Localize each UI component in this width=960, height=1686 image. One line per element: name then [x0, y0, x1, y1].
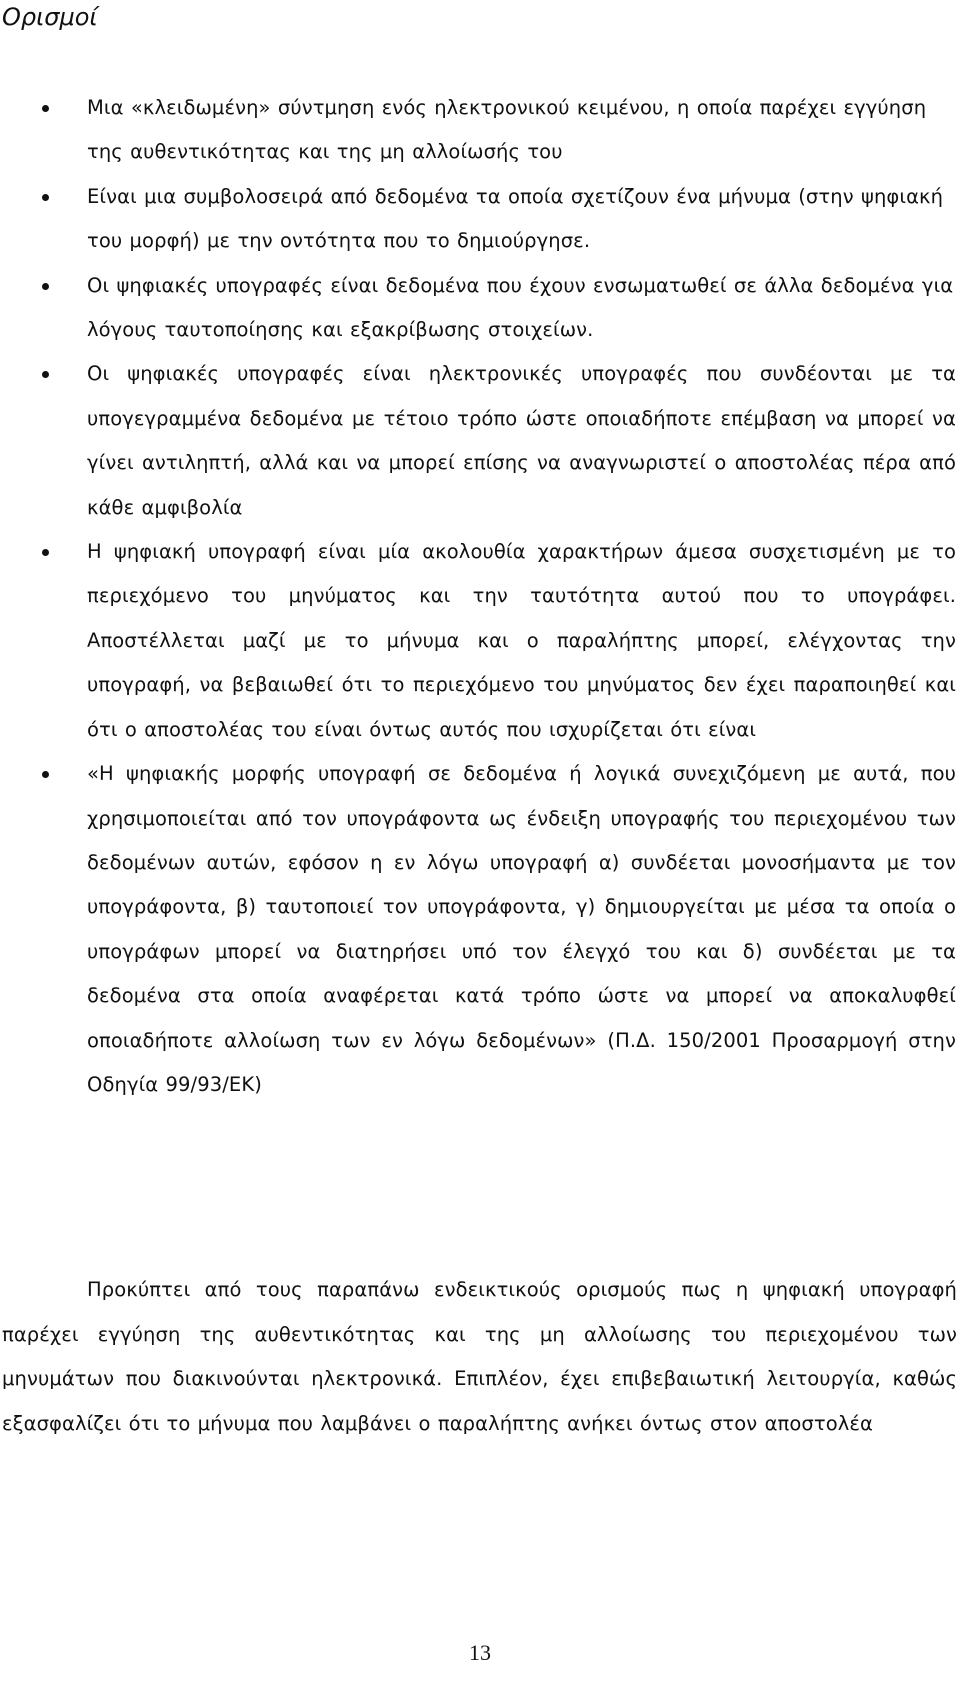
- bullet-icon: [42, 771, 49, 778]
- conclusion-paragraph: Προκύπτει από τους παραπάνω ενδεικτικούς ορισμούς πως η ψηφιακή υπογραφή παρέχει εγγύηση της αυθεντικότητας και της μη αλλοίωσης του περιεχομένου των μηνυμάτων που διακινούνται ηλεκτρονικά. Επιπλέον, έχει επιβεβαιωτική λειτουργία, καθώς εξασφαλίζει ότι το μήνυμα που λαμβάνει ο παραλήπτης ανήκει όντως στον αποστολέα: [2, 1278, 957, 1435]
- list-item: [0, 264, 958, 353]
- page-number: 13: [469, 1640, 491, 1665]
- list-item: [0, 86, 958, 175]
- bullet-icon: [42, 283, 49, 290]
- definition-text: Η ψηφιακή υπογραφή είναι μία ακολουθία χαρακτήρων άμεσα συσχετισμένη με το περιεχόμενο του μηνύματος και την ταυτότητα αυτού που το υπογράφει. Αποστέλλεται μαζί με το μήνυμα και ο παραλήπτης μπορεί, ελέγχοντας την υπογραφή, να βεβαιωθεί ότι το περιεχόμενο του μηνύματος δεν έχει παραποιηθεί και ότι ο αποστολέας του είναι όντως αυτός που ισχυρίζεται ότι είναι: [87, 540, 956, 741]
- list-item: [0, 530, 958, 752]
- list-item: [0, 175, 958, 264]
- definition-text: «Η ψηφιακής μορφής υπογραφή σε δεδομένα ή λογικά συνεχιζόμενη με αυτά, που χρησιμοποιείται από τον υπογράφοντα ως ένδειξη υπογραφής του περιεχομένου των δεδομένων αυτών, εφόσον η εν λόγω υπογραφή α) συνδέεται μονοσήμαντα με τον υπογράφοντα, β) ταυτοποιεί τον υπογράφοντα, γ) δημιουργείται με μέσα τα οποία ο υπογράφων μπορεί να διατηρήσει υπό τον έλεγχό του και δ) συνδέεται με τα δεδομένα στα οποία αναφέρεται κατά τρόπο ώστε να μπορεί να αποκαλυφθεί οποιαδήποτε αλλοίωση των εν λόγω δεδομένων» (Π.Δ. 150/2001 Προσαρμογή στην Οδηγία 99/93/ΕΚ): [87, 762, 956, 1096]
- definition-text: Είναι μια συμβολοσειρά από δεδομένα τα οποία σχετίζουν ένα μήνυμα (στην ψηφιακή του μορφή) με την οντότητα που το δημιούργησε.: [87, 184, 944, 253]
- list-item: [0, 352, 958, 530]
- definition-text: Μια «κλειδωμένη» σύντμηση ενός ηλεκτρονικού κειμένου, η οποία παρέχει εγγύηση της αυθεντικότητας και της μη αλλοίωσής του: [87, 96, 927, 164]
- bullet-icon: [42, 194, 49, 201]
- bullet-icon: [42, 549, 49, 556]
- bullet-icon: [42, 371, 49, 378]
- definition-text: Οι ψηφιακές υπογραφές είναι ηλεκτρονικές υπογραφές που συνδέονται με τα υπογεγραμμένα δεδομένα με τέτοιο τρόπο ώστε οποιαδήποτε επέμβαση να μπορεί να γίνει αντιληπτή, αλλά και να μπορεί επίσης να αναγνωριστεί ο αποστολέας πέρα από κάθε αμφιβολία: [87, 362, 956, 519]
- list-item: [0, 752, 958, 1107]
- bullet-icon: [42, 105, 49, 112]
- definitions-list: [0, 86, 960, 1107]
- definition-text: Οι ψηφιακές υπογραφές είναι δεδομένα που έχουν ενσωματωθεί σε άλλα δεδομένα για λόγους ταυτοποίησης και εξακρίβωσης στοιχείων.: [87, 273, 954, 342]
- section-heading: Ορισμοί: [2, 3, 98, 31]
